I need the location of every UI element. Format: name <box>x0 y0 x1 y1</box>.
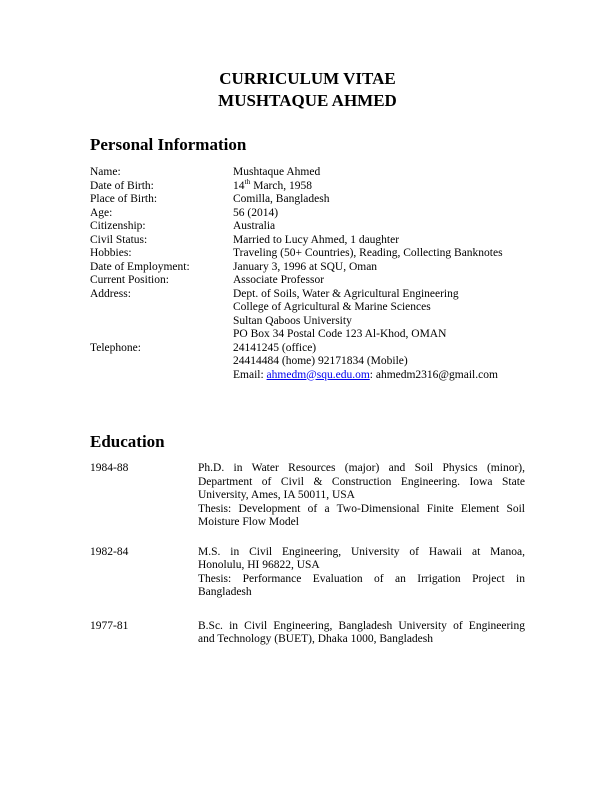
field-label: Age: <box>90 206 113 219</box>
text-segment: Dept. of Soils, Water & Agricultural Engineering <box>233 287 459 300</box>
field-value-line <box>233 274 525 288</box>
education-description <box>198 620 525 647</box>
field-value <box>233 193 525 207</box>
field-label: Citizenship: <box>90 220 146 232</box>
education-entry <box>90 620 525 647</box>
ordinal-superscript: th <box>244 176 251 186</box>
text-segment: 56 (2014) <box>233 206 279 219</box>
education-entry <box>90 462 525 530</box>
education-list <box>90 462 525 647</box>
field-value-line <box>233 207 525 221</box>
field-label: Date of Employment: <box>90 260 190 273</box>
personal-info-row <box>90 274 525 288</box>
education-entry <box>90 546 525 600</box>
field-value <box>233 207 525 221</box>
personal-info-row <box>90 207 525 221</box>
text-segment: College of Agricultural & Marine Sciences <box>233 301 431 313</box>
field-value-line <box>233 328 525 342</box>
education-description-line: Department of Civil & Construction Engineering. Iowa State <box>198 475 525 488</box>
personal-info-row <box>90 261 525 275</box>
text-segment: 14 <box>233 179 245 192</box>
field-value <box>233 342 525 383</box>
field-value-line <box>233 220 525 234</box>
document-title-line1: CURRICULUM VITAE <box>219 69 396 88</box>
field-label: Civil Status: <box>90 233 148 246</box>
field-label: Name: <box>90 166 121 178</box>
field-value-line <box>233 176 525 194</box>
field-value <box>233 247 525 261</box>
text-segment: 24141245 (office) <box>233 341 317 354</box>
text-segment: Sultan Qaboos University <box>233 314 352 327</box>
text-segment: : ahmedm2316@gmail.com <box>369 368 498 381</box>
field-value-line <box>233 193 525 207</box>
field-value-line <box>233 315 525 329</box>
field-value-line <box>233 247 525 261</box>
text-segment: 24414484 (home) 92171834 (Mobile) <box>233 355 408 367</box>
text-segment: Comilla, Bangladesh <box>233 193 330 205</box>
personal-info-row <box>90 234 525 248</box>
field-value-line <box>233 342 525 356</box>
education-period: 1982-84 <box>90 545 129 558</box>
field-label: Date of Birth: <box>90 179 154 192</box>
field-label: Hobbies: <box>90 247 132 259</box>
education-description <box>198 462 525 530</box>
personal-info-row <box>90 288 525 342</box>
field-label: Telephone: <box>90 341 141 354</box>
section-heading-education: Education <box>90 432 165 451</box>
personal-info-row <box>90 166 525 180</box>
document-title-line2: MUSHTAQUE AHMED <box>218 91 397 110</box>
field-value <box>233 288 525 342</box>
personal-info-row <box>90 220 525 234</box>
field-value-line <box>233 288 525 302</box>
field-value-line <box>233 234 525 248</box>
text-segment: January 3, 1996 at SQU, Oman <box>233 260 378 273</box>
personal-info-row <box>90 176 525 194</box>
field-value <box>233 274 525 288</box>
field-value-line <box>233 369 525 383</box>
education-description-line: University, Ames, IA 50011, USA <box>198 489 355 501</box>
text-segment: Married to Lucy Ahmed, 1 daughter <box>233 233 400 246</box>
education-description <box>198 546 525 600</box>
text-segment: Email: <box>233 368 267 381</box>
field-value-line <box>233 355 525 369</box>
education-description-line: Thesis: Development of a Two-Dimensional Finite Element Soil <box>198 502 525 515</box>
text-segment: Traveling (50+ Countries), Reading, Collecting Banknotes <box>233 247 503 259</box>
email-link[interactable]: ahmedm@squ.edu.om <box>266 368 370 381</box>
field-label: Current Position: <box>90 274 169 286</box>
section-heading-personal-information: Personal Information <box>90 135 247 154</box>
text-segment: Mushtaque Ahmed <box>233 166 321 178</box>
field-label: Address: <box>90 287 131 300</box>
personal-info-row <box>90 342 525 383</box>
education-description-line: Thesis: Performance Evaluation of an Irrigation Project in <box>198 572 525 585</box>
text-segment: PO Box 34 Postal Code 123 Al-Khod, OMAN <box>233 328 447 340</box>
education-description-line: B.Sc. in Civil Engineering, Bangladesh University of Engineering <box>198 619 525 632</box>
education-description-line: Honolulu, HI 96822, USA <box>198 559 320 571</box>
field-label: Place of Birth: <box>90 193 158 205</box>
text-segment: March, 1958 <box>250 179 312 192</box>
document-title <box>90 68 525 112</box>
education-description-line: Ph.D. in Water Resources (major) and Soil Physics (minor), <box>198 462 525 474</box>
field-value <box>233 220 525 234</box>
education-period: 1984-88 <box>90 462 129 474</box>
field-value <box>233 261 525 275</box>
field-value <box>233 176 525 194</box>
text-segment: Australia <box>233 220 276 232</box>
personal-info-row <box>90 193 525 207</box>
field-value-line <box>233 261 525 275</box>
field-value <box>233 166 525 180</box>
field-value-line <box>233 301 525 315</box>
personal-info-row <box>90 247 525 261</box>
education-description-line: Moisture Flow Model <box>198 516 299 528</box>
education-description-line: Bangladesh <box>198 586 252 598</box>
text-segment: Associate Professor <box>233 274 325 286</box>
field-value <box>233 234 525 248</box>
personal-info-table <box>90 166 525 382</box>
education-description-line: M.S. in Civil Engineering, University of Hawaii at Manoa, <box>198 545 525 558</box>
field-value-line <box>233 166 525 180</box>
education-description-line: and Technology (BUET), Dhaka 1000, Bangladesh <box>198 633 433 645</box>
education-period: 1977-81 <box>90 619 129 632</box>
